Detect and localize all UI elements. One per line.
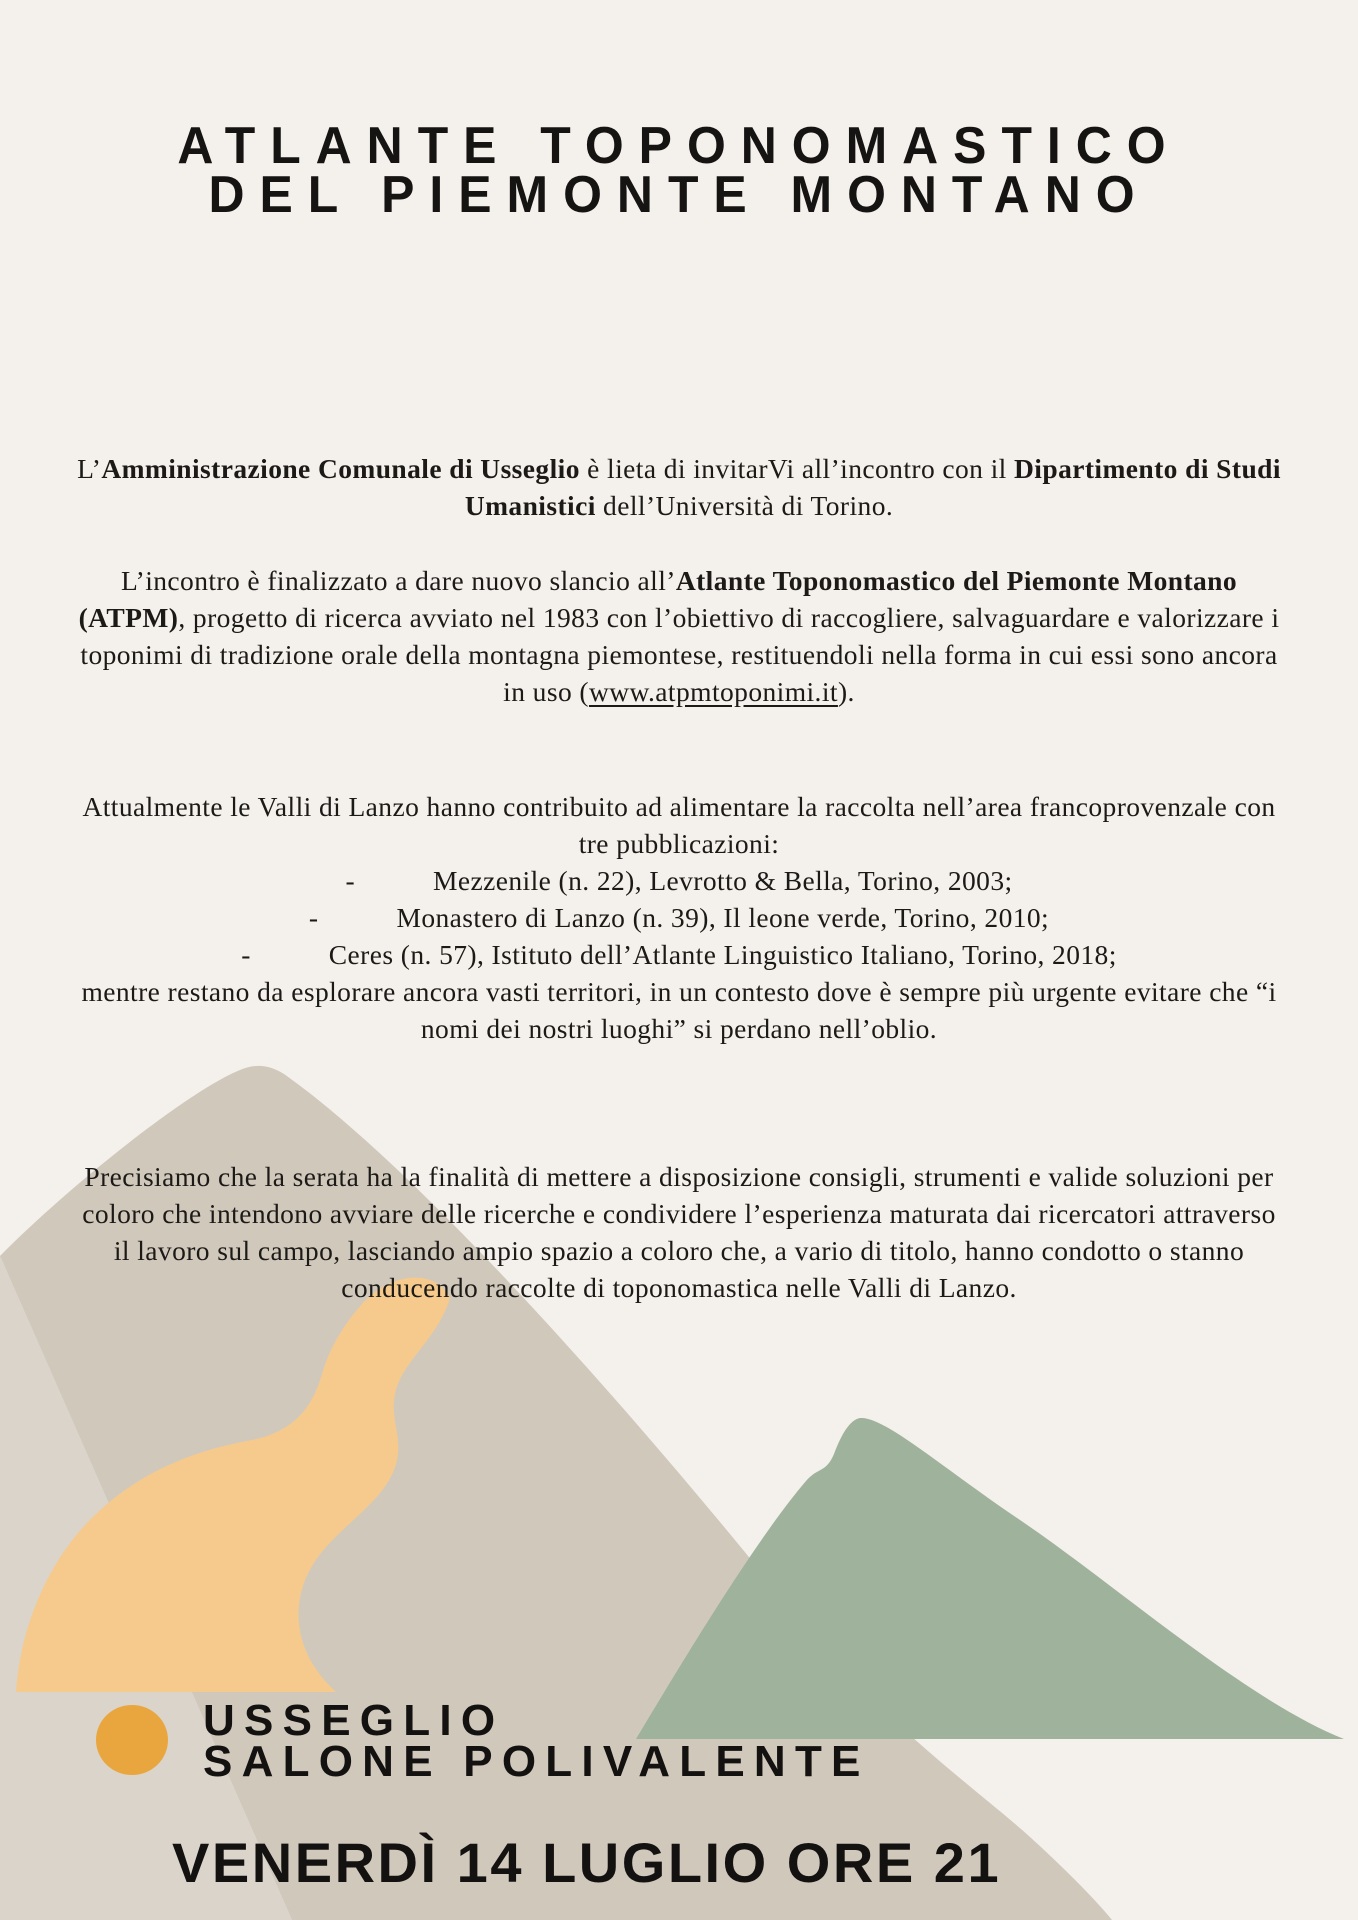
event-datetime: VENERDÌ 14 LUGLIO ORE 21 [172, 1831, 1002, 1894]
publication-item [71, 899, 1287, 936]
p2-bold-atlas: Atlante Toponomastico del Piemonte Montano (ATPM) [78, 565, 1238, 633]
venue-block [203, 1696, 870, 1786]
paragraph-publications [71, 788, 1287, 1047]
poster-title [27, 117, 1331, 224]
p1-text: L’ [77, 453, 102, 484]
venue-hall: SALONE POLIVALENTE [203, 1737, 870, 1786]
poster-title-line1: ATLANTE TOPONOMASTICO [177, 117, 1181, 175]
list-dash: - [308, 902, 319, 933]
list-dash: - [241, 939, 251, 970]
venue-town: USSEGLIO [203, 1696, 505, 1745]
p2-text: ). [837, 676, 855, 707]
website-link[interactable]: www.atpmtoponimi.it [588, 676, 838, 707]
p1-bold-department: Dipartimento di Studi Umanistici [464, 453, 1281, 521]
p3-intro: Attualmente le Valli di Lanzo hanno contribuito ad alimentare la raccolta nell’area francoprovenzale con tre pubblicazioni: [82, 791, 1276, 859]
p1-text: è lieta di invitarVi all’incontro con il [579, 453, 1015, 484]
publication-item [71, 936, 1287, 973]
paragraph-project [71, 562, 1287, 710]
green-mountain-shape [636, 1418, 1344, 1739]
sun-icon [96, 1705, 168, 1775]
paragraph-invitation [71, 450, 1287, 524]
p1-text: dell’Università di Torino. [595, 490, 894, 521]
p3-outro: mentre restano da esplorare ancora vasti territori, in un contesto dove è sempre più urgente evitare che “i nomi dei nostri luoghi” si perdano nell’oblio. [81, 976, 1277, 1044]
p2-text: L’incontro è finalizzato a dare nuovo slancio all’ [120, 565, 676, 596]
poster-title-line2: DEL PIEMONTE MONTANO [208, 166, 1150, 224]
paragraph-evening-purpose: Precisiamo che la serata ha la finalità di mettere a disposizione consigli, strumenti e valide soluzioni per coloro che intendono avviare delle ricerche e condividere l’esperienza maturata dai ricercatori attraverso il lavoro sul campo, lasciando ampio spazio a coloro che, a vario di titolo, hanno condotto o stanno conducendo raccolte di toponomastica nelle Valli di Lanzo. [82, 1161, 1276, 1303]
publication-text: Ceres (n. 57), Istituto dell’Atlante Linguistico Italiano, Torino, 2018; [328, 939, 1117, 970]
publication-text: Monastero di Lanzo (n. 39), Il leone verde, Torino, 2010; [396, 902, 1050, 933]
publication-item [71, 862, 1287, 899]
publication-text: Mezzenile (n. 22), Levrotto & Bella, Torino, 2003; [433, 865, 1013, 896]
p2-text: , progetto di ricerca avviato nel 1983 con l’obiettivo di raccogliere, salvaguardare e valorizzare i toponimi di tradizione orale della montagna piemontese, restituendoli nella forma in cui essi sono ancora in uso ( [80, 602, 1280, 707]
list-dash: - [345, 865, 356, 896]
p1-bold-administration: Amministrazione Comunale di Usseglio [101, 453, 580, 484]
